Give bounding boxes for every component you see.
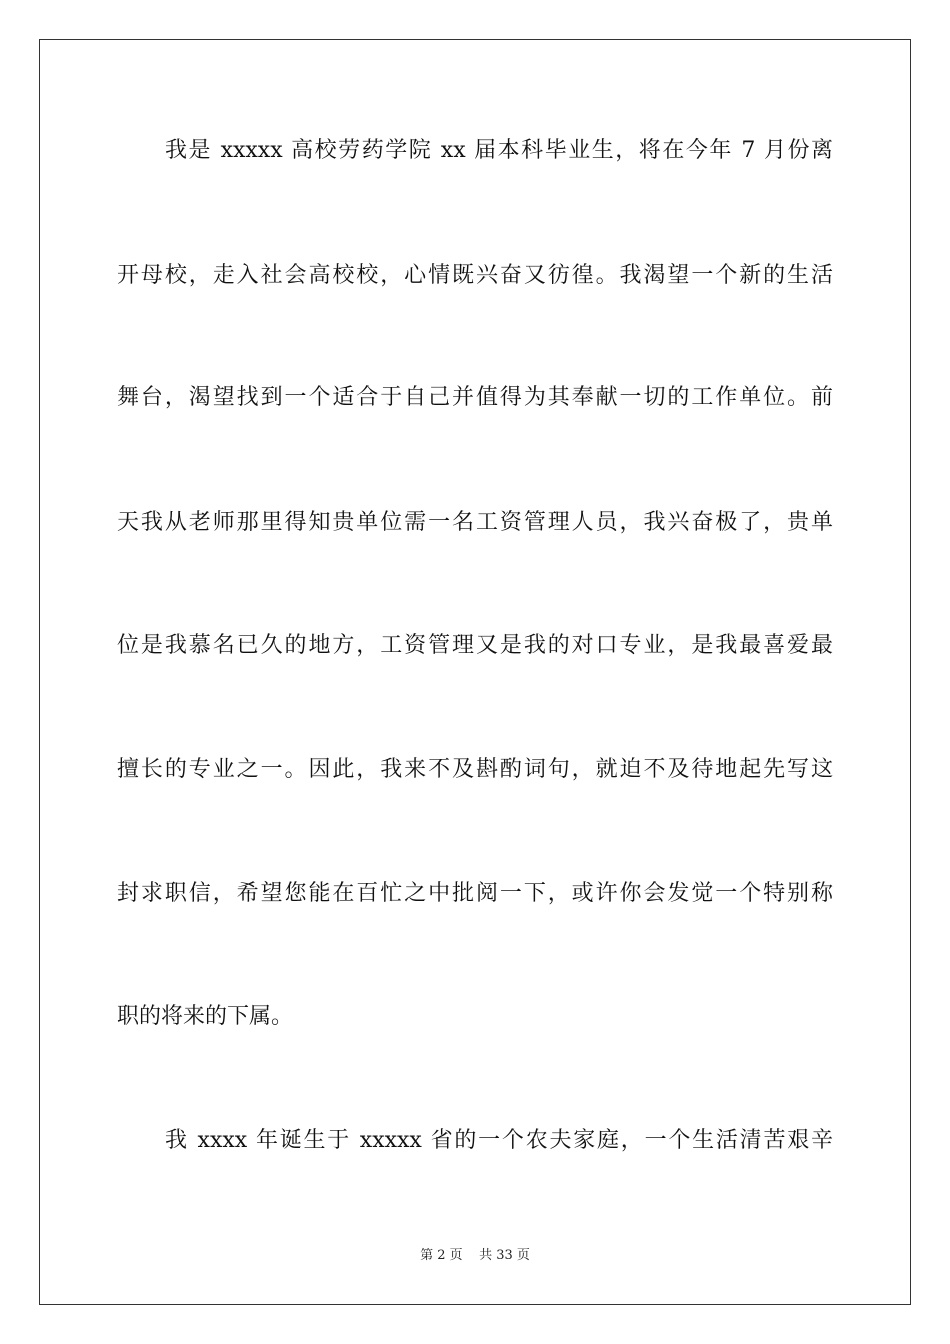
paragraph-line: 封求职信，希望您能在百忙之中批阅一下，或许你会发觉一个特别称 [117,881,833,906]
paragraph-line: 位是我慕名已久的地方，工资管理又是我的对口专业，是我最喜爱最 [117,633,833,658]
page-number-footer: 第 2 页 共 33 页 [420,1248,530,1263]
paragraph-line: 我是 xxxxx 高校劳药学院 xx 届本科毕业生，将在今年 7 月份离 [165,138,833,163]
paragraph-line: 职的将来的下属。 [117,1004,294,1029]
paragraph-line: 舞台，渴望找到一个适合于自己并值得为其奉献一切的工作单位。前 [117,385,833,410]
paragraph-line: 开母校，走入社会高校校，心情既兴奋又彷徨。我渴望一个新的生活 [117,263,833,288]
paragraph-line: 我 xxxx 年诞生于 xxxxx 省的一个农夫家庭，一个生活清苦艰辛 [165,1128,833,1153]
page-border [39,39,911,1305]
paragraph-line: 擅长的专业之一。因此，我来不及斟酌词句，就迫不及待地起先写这 [117,757,833,782]
paragraph-line: 天我从老师那里得知贵单位需一名工资管理人员，我兴奋极了，贵单 [117,510,833,535]
